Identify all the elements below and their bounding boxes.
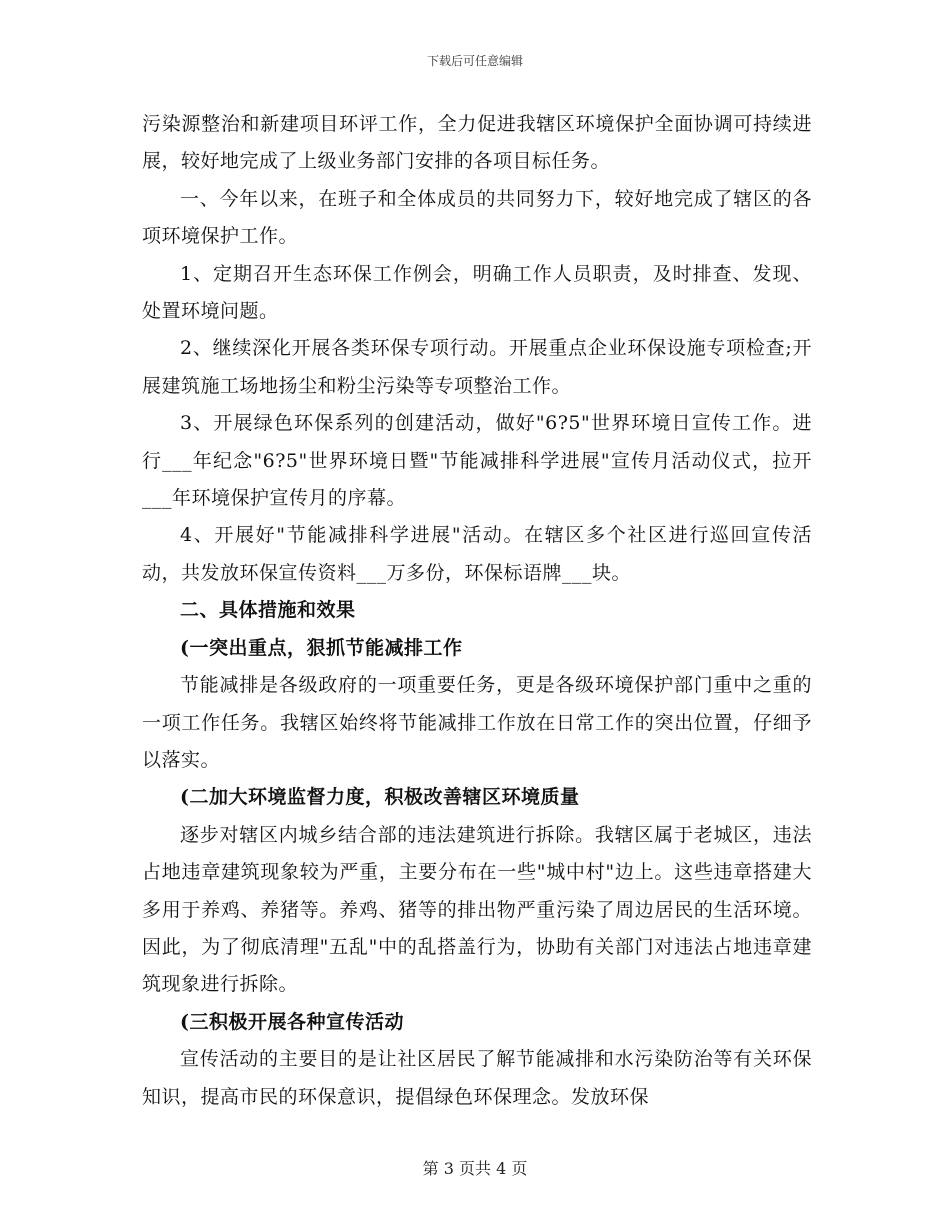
paragraph-item-2: 2、继续深化开展各类环保专项行动。开展重点企业环保设施专项检查;开展建筑施工场地扬尘和粉尘污染等专项整治工作。 [142, 337, 812, 397]
page-header: 下载后可任意编辑 [426, 54, 523, 68]
page-footer: 第 3 页共 4 页 [422, 1159, 528, 1178]
paragraph-item-4: 4、开展好"节能减排科学进展"活动。在辖区多个社区进行巡回宣传活动，共发放环保宣传资料___万多份，环保标语牌___块。 [142, 524, 812, 584]
subheading-one: (一突出重点，狠抓节能减排工作 [180, 636, 463, 659]
paragraph-item-1: 1、定期召开生态环保工作例会，明确工作人员职责，及时排查、发现、处置环境问题。 [142, 262, 812, 323]
paragraph-continuation: 污染源整治和新建项目环评工作，全力促进我辖区环境保护全面协调可持续进展，较好地完成了上级业务部门安排的各项目标任务。 [142, 113, 812, 173]
paragraph-item-3: 3、开展绿色环保系列的创建活动，做好"6?5"世界环境日宣传工作。进行___年纪念"6?5"世界环境日暨"节能减排科学进展"宣传月活动仪式，拉开___年环境保护宣传月的序幕。 [142, 412, 812, 510]
paragraph-section-one: 一、今年以来，在班子和全体成员的共同努力下，较好地完成了辖区的各项环境保护工作。 [142, 187, 812, 248]
document-body [142, 106, 812, 1116]
section-heading-two: 二、具体措施和效果 [180, 599, 356, 622]
subheading-two: (二加大环境监督力度，积极改善辖区环境质量 [180, 786, 580, 809]
paragraph-energy-saving: 节能减排是各级政府的一项重要任务，更是各级环境保护部门重中之重的一项工作任务。我辖区始终将节能减排工作放在日常工作的突出位置，仔细予以落实。 [142, 674, 812, 771]
paragraph-publicity: 宣传活动的主要目的是让社区居民了解节能减排和水污染防治等有关环保知识，提高市民的环保意识，提倡绿色环保理念。发放环保 [142, 1048, 812, 1108]
paragraph-demolition: 逐步对辖区内城乡结合部的违法建筑进行拆除。我辖区属于老城区，违法占地违章建筑现象较为严重，主要分布在一些"城中村"边上。这些违章搭建大多用于养鸡、养猪等。养鸡、猪等的排出物严重污染了周边居民的生活环境。因此，为了彻底清理"五乱"中的乱搭盖行为，协助有关部门对违法占地违章建筑现象进行拆除。 [142, 823, 812, 996]
subheading-three: (三积极开展各种宣传活动 [180, 1010, 404, 1033]
